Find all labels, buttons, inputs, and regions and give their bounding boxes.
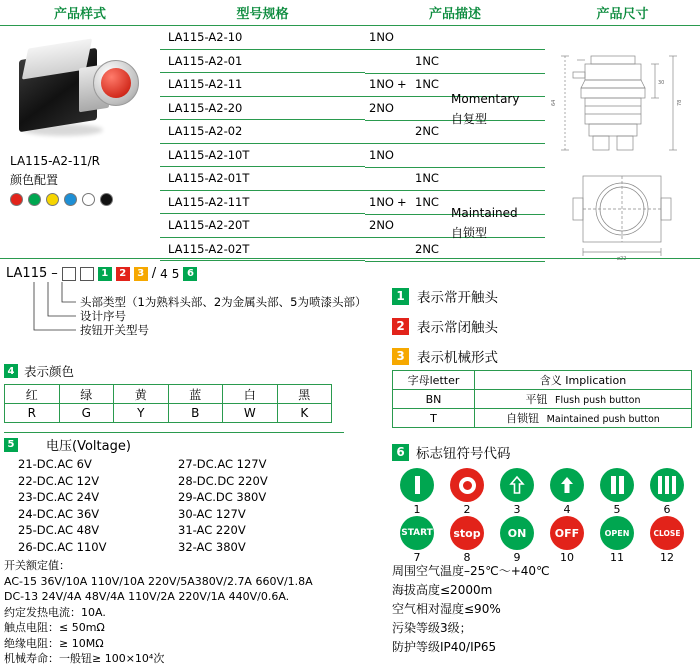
color-swatches [0,193,160,206]
leader-design-no: 设计序号 [80,309,126,323]
sample-model-label: LA115-A2-11/R [10,154,100,168]
contact-no-9: 2NO [369,218,394,232]
contact-no-3: 1NO [369,77,394,91]
voltage-item: 32-AC 380V [178,539,246,554]
symbol-label-10: 10 [560,551,574,564]
table-row: LA115-A2-02T [160,238,365,262]
symbol-icon-grid [392,468,696,564]
ratings-mechanical-life: 机械寿命：一般钮≥ 100×10⁴次 [4,652,165,665]
swatch-yellow [46,193,59,206]
voltage-item: 25-DC.AC 48V [18,523,100,537]
section6-title: 标志钮符号代码 [416,446,511,462]
table-row: LA115-A2-11 [160,73,365,97]
section4-title: 表示颜色 [24,364,75,379]
table-row: LA115-A2-20 [160,97,365,121]
contact-no-4: 2NO [369,100,394,115]
symbol-cell-8 [442,516,492,564]
ratings-contact-resistance: 触点电阻：≤ 50mΩ [4,621,105,634]
push-button-photo [13,32,148,152]
section-divider [0,258,700,259]
letter-t: T [393,409,475,428]
legend-item-2 [392,316,498,336]
section6-title-row [392,442,696,462]
code-dash: – [51,266,58,281]
table-row-color-codes [5,404,332,423]
model-spec-cell [160,26,365,262]
color-name-red: 红 [5,385,60,404]
table-row: LA115-A2-20T [160,214,365,238]
section4-title-row [4,362,334,380]
symbol-label-3: 3 [513,503,521,516]
env-temperature: 周围空气温度–25℃～+40℃ [392,564,550,578]
section-color-codes [4,362,334,423]
color-config-label: 颜色配置 [10,173,59,187]
legend-badge-3: 3 [392,348,409,365]
table-row-color-names [5,385,332,404]
contact-no-8: 1NO [369,194,394,209]
legend-item-3 [392,346,498,366]
col-meaning: 含义 Implication [475,371,692,390]
symbol-off-icon: OFF [550,516,584,550]
code-slot-2 [80,267,94,281]
env-protection: 防护等级IP40/IP65 [392,640,497,654]
legend-badge-2: 2 [392,318,409,335]
section-voltage [4,432,344,555]
legend-text-2: 表示常闭触头 [417,320,498,336]
symbol-label-9: 9 [513,551,521,564]
ratings-insulation-resistance: 绝缘电阻：≥ 10MΩ [4,636,104,650]
voltage-item: 21-DC.AC 6V [18,457,92,471]
voltage-item: 23-DC.AC 24V [18,490,100,504]
svg-text:78: 78 [677,99,683,106]
legend-text-1: 表示常开触头 [417,290,498,306]
col-letter: 字母letter [393,371,475,390]
environment-specs [392,562,550,657]
voltage-item: 26-DC.AC 110V [18,539,107,554]
top-section [0,26,700,262]
maintained-en: Maintained [451,206,518,220]
symbol-close-icon: CLOSE [650,516,684,550]
voltage-item: 24-DC.AC 36V [18,506,100,521]
product-description-cell [365,26,545,262]
code-prefix: LA115 [6,266,48,281]
svg-text:ø22: ø22 [617,256,627,262]
meaning-t-cn: 自锁钮 [506,412,540,425]
voltage-list [4,456,344,555]
product-sample-cell [0,26,160,262]
symbol-label-7: 7 [413,551,421,564]
symbol-label-6: 6 [663,503,671,516]
swatch-green [28,193,41,206]
color-name-black: 黑 [277,385,332,404]
symbol-cell-10 [542,516,592,564]
table-row: LA115-A2-10T [160,144,365,168]
code-slot-1 [62,267,76,281]
voltage-item: 31-AC 220V [178,523,246,537]
symbol-label-4: 4 [563,503,571,516]
symbol-label-8: 8 [463,551,471,564]
section-symbol-codes [392,442,696,564]
symbol-cell-4 [542,468,592,516]
swatch-blue [64,193,77,206]
color-name-blue: 蓝 [168,385,223,404]
symbol-label-5: 5 [613,503,621,516]
symbol-label-1: 1 [413,503,421,516]
env-humidity: 空气相对湿度≤90% [392,602,501,616]
symbol-ring-icon [450,468,484,502]
ratings-thermal-current: 约定发热电流：10A. [4,605,106,619]
symbol-cell-9 [492,516,542,564]
voltage-item: 30-AC 127V [178,506,246,521]
color-name-yellow: 黄 [114,385,169,404]
contact-nc-10: 2NC [415,241,439,256]
ratings-ac15: AC-15 36V/10A 110V/10A 220V/5A380V/2.7A 660V/1.8A [4,574,313,588]
color-name-white: 白 [223,385,278,404]
code-badge-6: 6 [183,267,197,281]
momentary-en: Momentary [451,92,520,106]
symbol-start-icon: START [400,516,434,550]
contact-no-6: 1NO [369,147,394,162]
swatch-white [82,193,95,206]
swatch-black [100,193,113,206]
symbol-open-icon: OPEN [600,516,634,550]
contact-nc-7: 1NC [415,171,439,185]
env-pollution: 污染等级3级； [392,621,472,635]
symbol-cell-6 [642,468,692,516]
contact-nc-8: 1NC [415,194,439,209]
symbol-bar-one-icon [400,468,434,502]
meaning-bn-en: Flush push button [555,395,641,406]
header-product-dimension: 产品尺寸 [596,7,649,22]
color-code-r: R [5,404,60,423]
contact-no-1: 1NO [369,30,394,44]
symbol-stop-icon: stop [450,516,484,550]
header-product-style: 产品样式 [53,7,106,22]
section4-badge: 4 [4,364,18,378]
momentary-cn: 自复型 [451,112,488,126]
voltage-item: 28-DC.DC 220V [178,473,268,488]
symbol-bar-two-icon [600,468,634,502]
ratings-block [4,558,354,667]
svg-text:64: 64 [551,99,557,106]
code-num-4: 4 [160,266,168,281]
letter-meaning-table [392,370,692,428]
code-slash: / [151,266,157,281]
voltage-item: 27-DC.AC 127V [178,457,267,471]
color-code-k: K [277,404,332,423]
contact-nc-5: 2NC [415,124,439,138]
table-header-row [0,0,700,26]
symbol-cell-12 [642,516,692,564]
color-code-b: B [168,404,223,423]
env-altitude: 海拔高度≤2000m [392,583,493,597]
legend-item-1 [392,286,498,306]
header-model-spec: 型号规格 [236,7,289,22]
table-row: LA115-A2-01 [160,50,365,74]
voltage-col-left [18,456,178,555]
table-row [393,409,692,428]
contact-nc-2: 1NC [415,53,439,68]
table-row: LA115-A2-10 [160,26,365,50]
dimension-drawing-svg [545,26,700,262]
symbol-label-12: 12 [660,551,674,564]
letter-bn: BN [393,390,475,409]
symbol-cell-1 [392,468,442,516]
symbol-bar-three-icon [650,468,684,502]
color-code-g: G [59,404,114,423]
symbol-cell-2 [442,468,492,516]
section5-badge: 5 [4,438,18,452]
color-code-y: Y [114,404,169,423]
section5-title: 电压(Voltage) [46,439,131,454]
contact-plus-8: + [397,194,407,209]
legend-badge-1: 1 [392,288,409,305]
code-num-5: 5 [171,266,180,281]
symbol-cell-7 [392,516,442,564]
table-row [393,390,692,409]
symbol-on-icon: ON [500,516,534,550]
table-header-row [393,371,692,390]
ratings-title: 开关额定值： [4,559,70,572]
contact-nc-3: 1NC [415,77,439,91]
symbol-cell-3 [492,468,542,516]
code-badge-3: 3 [134,267,148,281]
symbol-label-11: 11 [610,551,624,564]
voltage-col-right [178,456,338,555]
code-badge-1: 1 [98,267,112,281]
table-row: LA115-A2-01T [160,167,365,191]
symbol-label-2: 2 [463,503,471,516]
contact-plus-3: + [397,77,407,91]
ratings-dc13: DC-13 24V/4A 48V/4A 110V/2A 220V/1A 440V/0.6A. [4,590,290,603]
symbol-cell-11 [592,516,642,564]
model-code-breakdown [6,266,197,281]
color-code-w: W [223,404,278,423]
meaning-t-en: Maintained push button [546,414,660,425]
leader-switch-model: 按钮开关型号 [80,323,149,337]
table-row: LA115-A2-11T [160,191,365,215]
section6-badge: 6 [392,444,409,461]
legend-text-3: 表示机械形式 [417,350,498,366]
maintained-cn: 自锁型 [451,226,488,240]
leader-head-type: 头部类型（1为熟料头部、2为金属头部、5为喷漆头部） [80,295,367,309]
svg-text:30: 30 [658,80,665,86]
symbol-cell-5 [592,468,642,516]
swatch-red [10,193,23,206]
color-code-table [4,384,332,423]
code-badge-2: 2 [116,267,130,281]
table-row: LA115-A2-02 [160,120,365,144]
meaning-bn-cn: 平钮 [525,393,548,406]
symbol-arrow-outline-icon [500,468,534,502]
code-leader-lines [0,280,380,360]
color-name-green: 绿 [59,385,114,404]
symbol-arrow-solid-icon [550,468,584,502]
voltage-item: 29-AC.DC 380V [178,490,267,504]
header-product-description: 产品描述 [428,7,481,22]
dimension-drawings-cell [545,26,700,262]
voltage-item: 22-DC.AC 12V [18,473,100,488]
